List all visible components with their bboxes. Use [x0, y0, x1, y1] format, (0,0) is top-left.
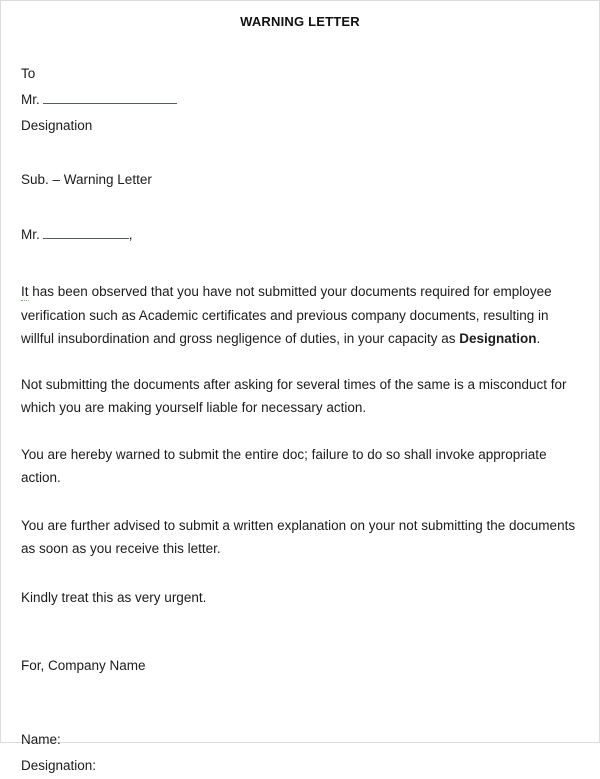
recipient-designation-text: Designation [21, 118, 93, 133]
salutation-prefix: Mr. [21, 227, 40, 242]
salutation-comma: , [128, 227, 133, 242]
to-label-text: To [21, 66, 36, 81]
recipient-name-line [21, 87, 579, 113]
document-body [21, 1, 579, 779]
to-label [21, 61, 579, 87]
signature-designation-field [21, 753, 579, 779]
company-signoff-line [21, 653, 579, 679]
paragraph-misconduct: Not submitting the documents after asking for several times of the same is a misconduct for which you are making yourself liable for necessary action. [21, 376, 567, 415]
salutation-block [21, 222, 579, 248]
signoff-block [21, 653, 579, 679]
recipient-address-block [21, 61, 579, 139]
salutation-blank-field [43, 228, 129, 239]
paragraph-observation-bold-designation: Designation [459, 331, 537, 346]
paragraph-urgency: Kindly treat this as very urgent. [21, 589, 207, 605]
paragraph-observation [21, 280, 579, 351]
salutation-line [21, 222, 579, 248]
recipient-designation-label [21, 113, 579, 139]
paragraph-warning: You are hereby warned to submit the entire doc; failure to do so shall invoke appropriate action. [21, 446, 547, 485]
paragraph-explanation: You are further advised to submit a written explanation on your not submitting the documents as soon as you receive this letter. [21, 517, 576, 556]
signature-fields-block [21, 727, 579, 779]
paragraph-observation-text-before: has been observed that you have not submitted your documents required for employee verification such as Academic certificates and previous company documents, resulting in willful insubordination and gross negligence of duties, in your capacity as [21, 284, 552, 346]
subject-block [21, 167, 579, 193]
subject-line [21, 167, 579, 193]
recipient-name-prefix: Mr. [21, 92, 40, 107]
subject-text: Sub. – Warning Letter [21, 172, 152, 187]
company-signoff-text: For, Company Name [21, 658, 146, 673]
signature-name-field [21, 727, 579, 753]
signature-name-label: Name: [21, 732, 61, 747]
signature-designation-label: Designation: [21, 758, 97, 773]
recipient-name-blank-field [43, 93, 177, 104]
spellcheck-flagged-word: It [21, 284, 29, 299]
page-title: WARNING LETTER [240, 14, 360, 29]
paragraph-observation-text-after: . [536, 331, 541, 346]
